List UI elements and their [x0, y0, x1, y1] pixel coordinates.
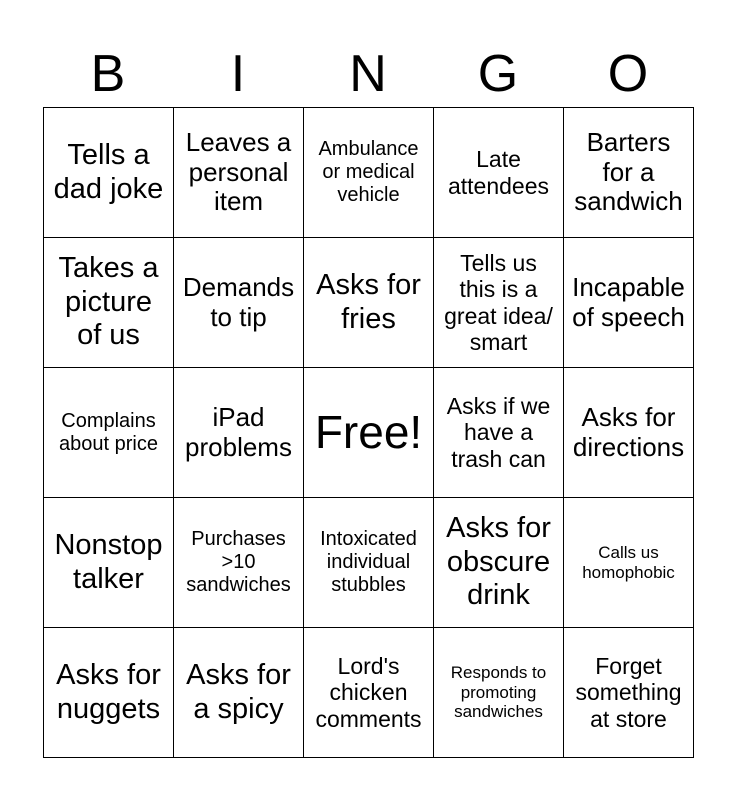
bingo-cell[interactable]: Asks for nuggets: [44, 628, 174, 758]
bingo-cell[interactable]: Late attendees: [434, 108, 564, 238]
bingo-cell[interactable]: Asks if we have a trash can: [434, 368, 564, 498]
bingo-cell[interactable]: Barters for a sandwich: [564, 108, 694, 238]
header-letter-g: G: [477, 45, 519, 103]
bingo-row: [44, 108, 694, 238]
bingo-cell[interactable]: Lord's chicken comments: [304, 628, 434, 758]
bingo-cell[interactable]: Complains about price: [44, 368, 174, 498]
header-letter-n: N: [349, 45, 387, 103]
bingo-cell[interactable]: Intoxicated individual stubbles: [304, 498, 434, 628]
bingo-cell[interactable]: Leaves a personal item: [174, 108, 304, 238]
bingo-cell[interactable]: Asks for fries: [304, 238, 434, 368]
header-letter-b: B: [90, 45, 126, 103]
bingo-cell[interactable]: Asks for a spicy: [174, 628, 304, 758]
bingo-row: [44, 498, 694, 628]
bingo-header: [43, 40, 693, 108]
bingo-cell[interactable]: Nonstop talker: [44, 498, 174, 628]
bingo-cell[interactable]: Forget something at store: [564, 628, 694, 758]
bingo-row: [44, 238, 694, 368]
bingo-cell[interactable]: Ambulance or medical vehicle: [304, 108, 434, 238]
bingo-cell[interactable]: Incapable of speech: [564, 238, 694, 368]
bingo-row: [44, 628, 694, 758]
bingo-cell[interactable]: Calls us homophobic: [564, 498, 694, 628]
bingo-cell[interactable]: Tells a dad joke: [44, 108, 174, 238]
header-letter-o: O: [607, 45, 649, 103]
bingo-cell[interactable]: Asks for obscure drink: [434, 498, 564, 628]
bingo-card: [43, 107, 694, 758]
bingo-cell[interactable]: Demands to tip: [174, 238, 304, 368]
bingo-cell[interactable]: Asks for directions: [564, 368, 694, 498]
bingo-cell[interactable]: Purchases >10 sandwiches: [174, 498, 304, 628]
bingo-row: [44, 368, 694, 498]
bingo-cell[interactable]: Responds to promoting sandwiches: [434, 628, 564, 758]
bingo-cell[interactable]: iPad problems: [174, 368, 304, 498]
bingo-cell[interactable]: Tells us this is a great idea/ smart: [434, 238, 564, 368]
free-space-cell[interactable]: Free!: [304, 368, 434, 498]
bingo-cell[interactable]: Takes a picture of us: [44, 238, 174, 368]
header-letter-i: I: [230, 45, 246, 103]
